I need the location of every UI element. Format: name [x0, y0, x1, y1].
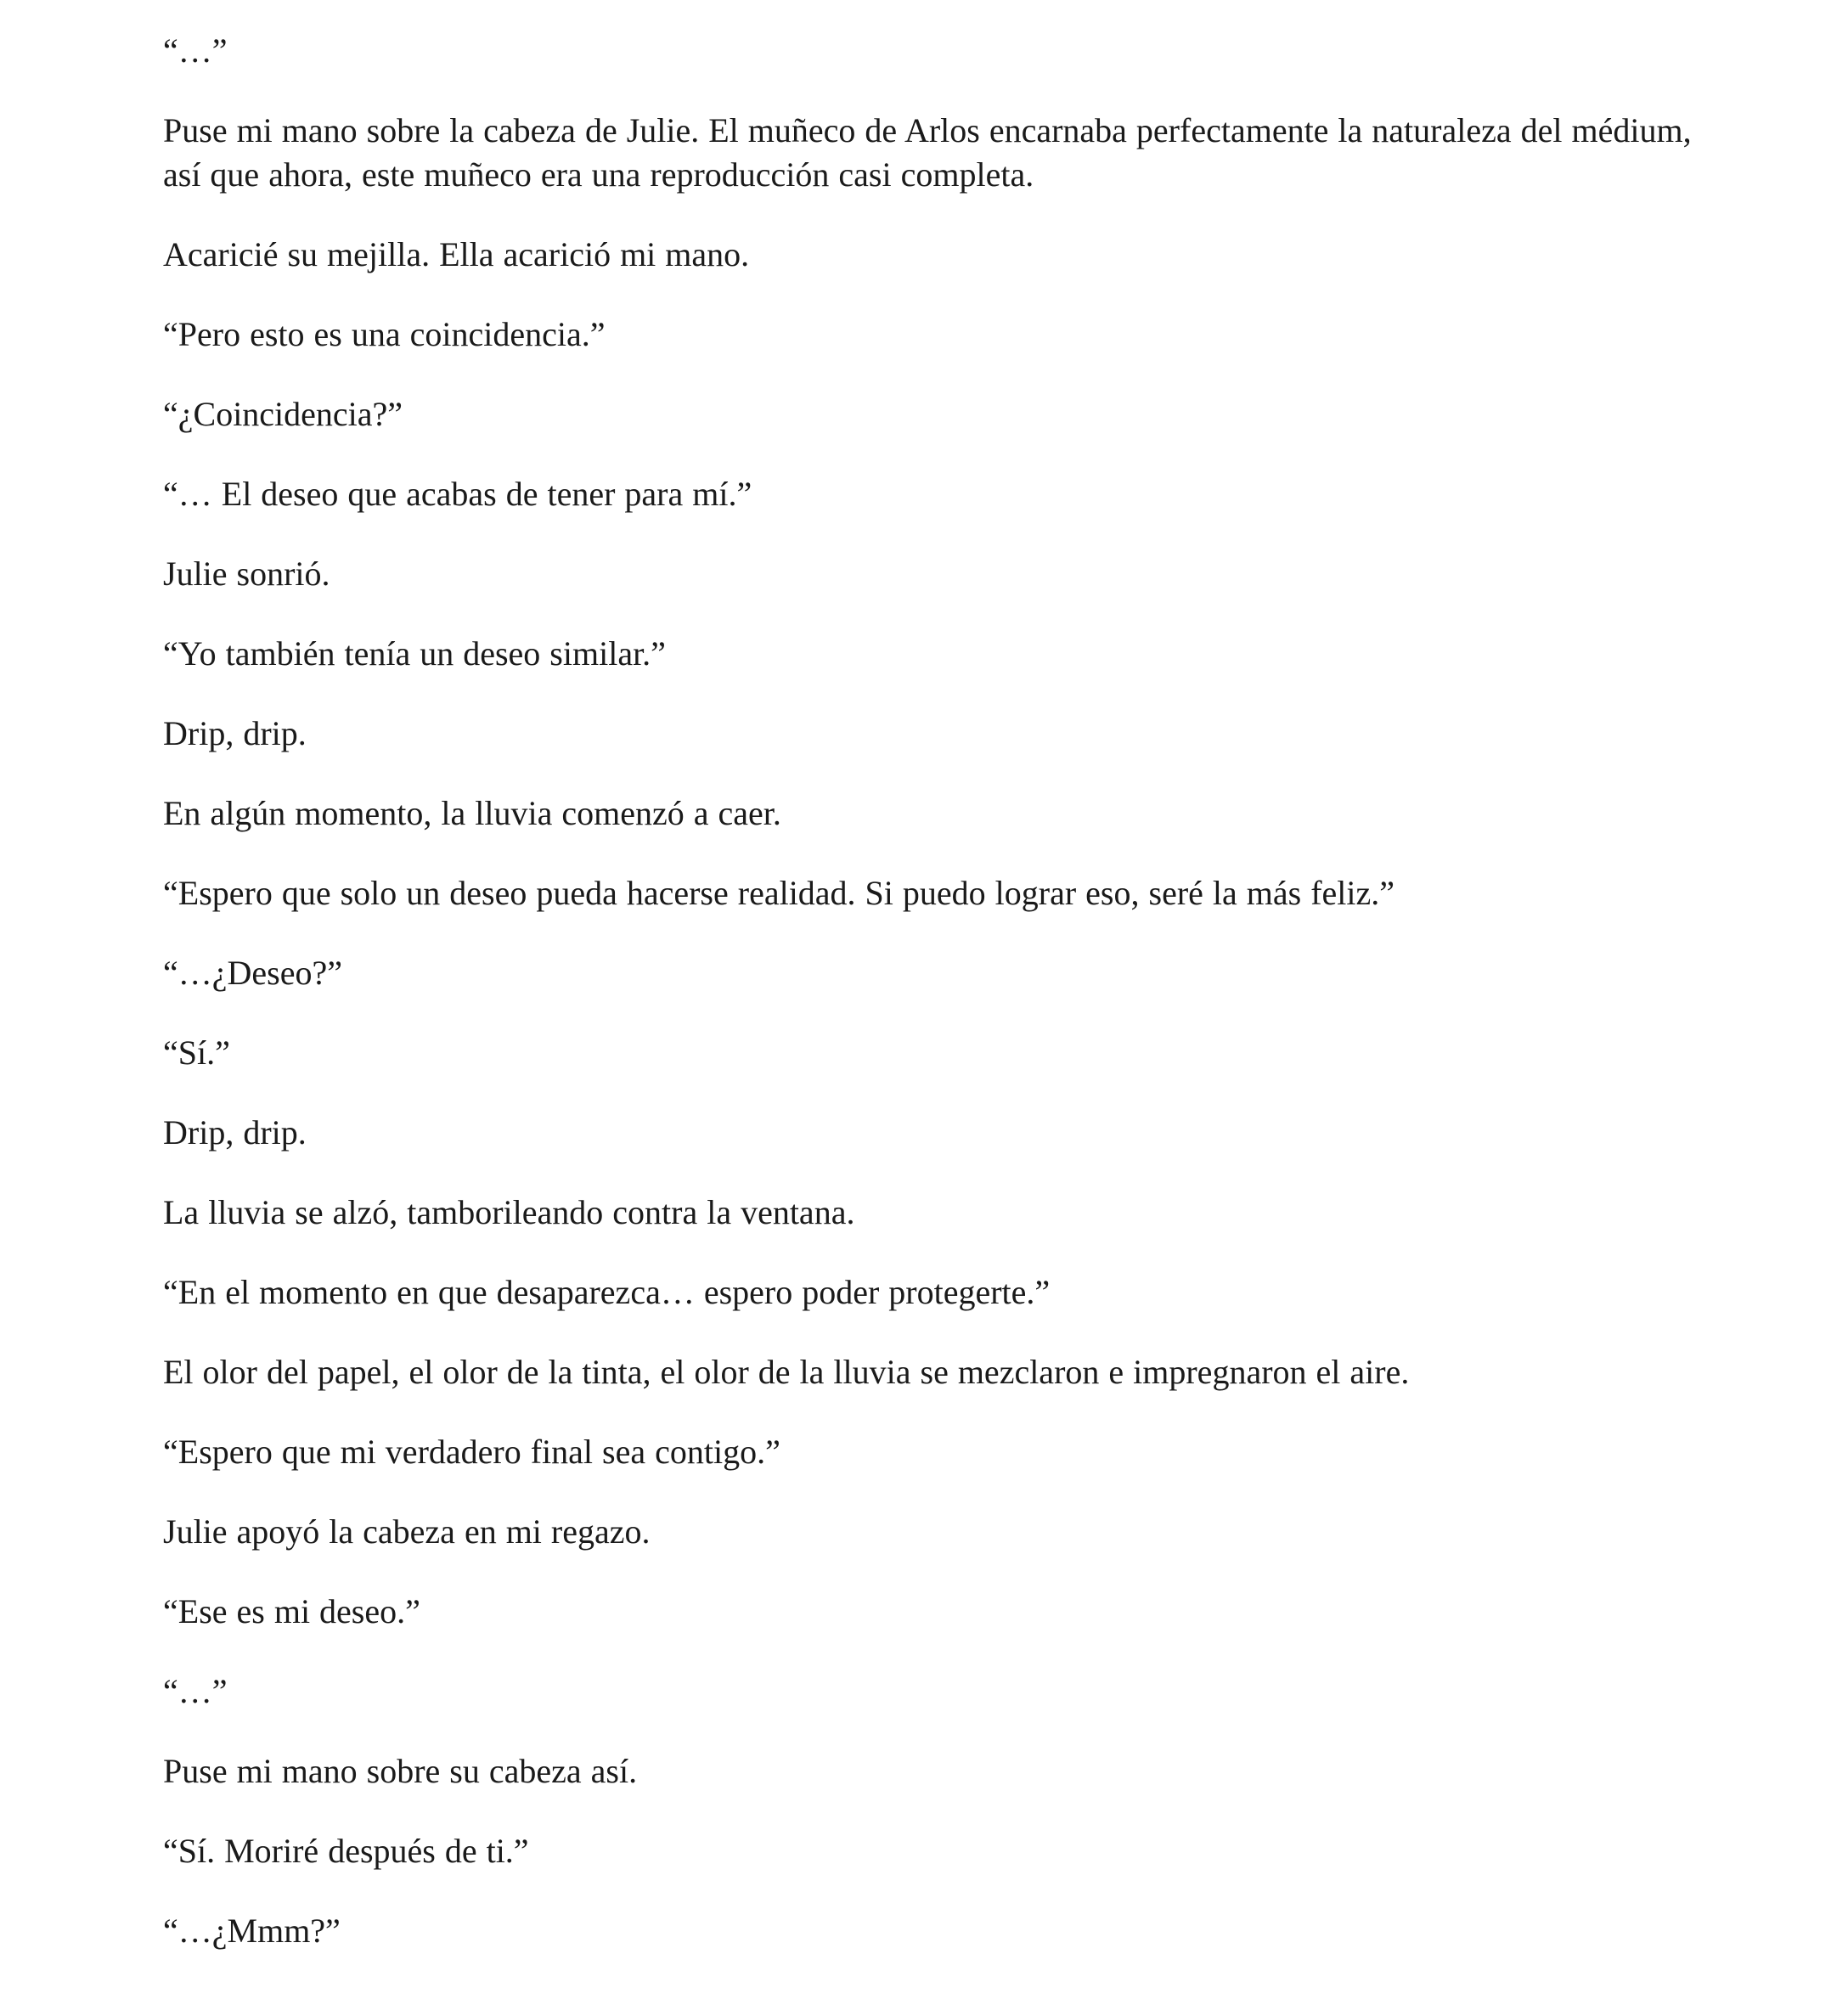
paragraph: Puse mi mano sobre la cabeza de Julie. El muñeco de Arlos encarnaba perfectamente la naturaleza del médium, así que ahora, este muñeco era una reproducción casi completa.: [163, 111, 1692, 194]
paragraph: “Yo también tenía un deseo similar.”: [163, 634, 666, 673]
paragraph: “… El deseo que acabas de tener para mí.”: [163, 475, 752, 513]
paragraph: “Ese es mi deseo.”: [163, 1592, 420, 1630]
paragraph: Julie apoyó la cabeza en mi regazo.: [163, 1512, 651, 1551]
paragraph: Drip, drip.: [163, 714, 307, 752]
paragraph: “…¿Mmm?”: [163, 1912, 341, 1950]
paragraph: El olor del papel, el olor de la tinta, el olor de la lluvia se mezclaron e impregnaron el aire.: [163, 1353, 1410, 1391]
paragraph: “Espero que mi verdadero final sea contigo.”: [163, 1433, 780, 1471]
paragraph: “Sí.”: [163, 1033, 230, 1072]
text-column: [163, 29, 1726, 1989]
paragraph: Julie sonrió.: [163, 555, 330, 593]
paragraph: “…¿Deseo?”: [163, 954, 342, 992]
paragraph: Drip, drip.: [163, 1113, 307, 1152]
paragraph: En algún momento, la lluvia comenzó a caer.: [163, 794, 781, 832]
paragraph: “Pero esto es una coincidencia.”: [163, 315, 606, 353]
paragraph: “¿Coincidencia?”: [163, 395, 403, 433]
paragraph: Puse mi mano sobre su cabeza así.: [163, 1752, 638, 1790]
paragraph: “Espero que solo un deseo pueda hacerse realidad. Si puedo lograr eso, seré la más feliz.”: [163, 874, 1394, 912]
paragraph: “Sí. Moriré después de ti.”: [163, 1832, 529, 1870]
paragraph: Acaricié su mejilla. Ella acarició mi mano.: [163, 235, 750, 273]
paragraph: “En el momento en que desaparezca… espero poder protegerte.”: [163, 1273, 1051, 1311]
paragraph: “…”: [163, 1672, 228, 1710]
paragraph: “…”: [163, 31, 228, 70]
paragraph: La lluvia se alzó, tamborileando contra la ventana.: [163, 1193, 855, 1231]
